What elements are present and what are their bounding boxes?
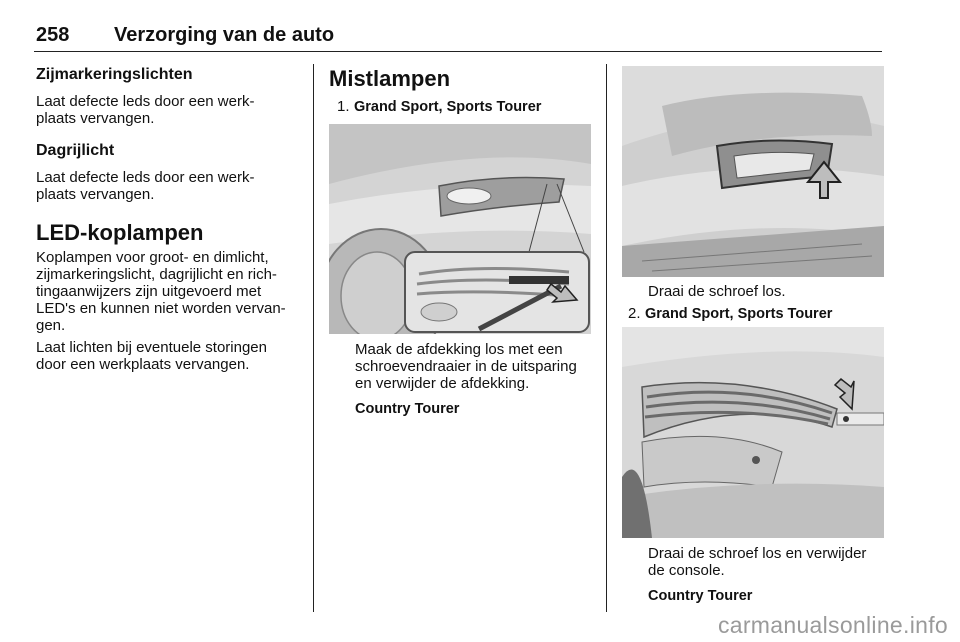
section-heading-fog-lamps: Mistlampen (329, 66, 451, 91)
section-text-led-faults: Laat lichten bij eventuele storingen door een werkplaats vervangen. (36, 339, 267, 373)
subheading-country-tourer: Country Tourer (355, 401, 460, 417)
step-number: 2. (628, 305, 641, 322)
middle-column (329, 66, 599, 116)
figure-country-tourer-screw (622, 66, 884, 277)
page-number: 258 (36, 24, 70, 46)
figure-grand-sport-console (622, 327, 884, 538)
section-text-side-markers: Laat defecte leds door een werk- plaats vervangen. (36, 93, 255, 127)
page-title: Verzorging van de auto (114, 24, 335, 46)
step-label: Grand Sport, Sports Tourer (353, 99, 542, 115)
section-heading-side-markers: Zijmarkeringslichten (36, 66, 193, 83)
column-divider-1 (313, 64, 314, 612)
subheading-country-tourer: Country Tourer (648, 588, 753, 604)
step-2-instruction: Draai de schroef los en verwijder de console. (648, 545, 867, 579)
header-rule (34, 51, 882, 52)
right-text-step1 (648, 283, 888, 300)
middle-text-block (355, 341, 600, 417)
section-heading-daytime-lights: Dagrijlicht (36, 142, 115, 159)
step-1-instruction: Maak de afdekking los met een schroevendraaier in de uitsparing en verwijder de afdekking. (355, 341, 577, 392)
step-label: Grand Sport, Sports Tourer (644, 306, 833, 322)
right-text-block (648, 545, 888, 604)
column-divider-2 (606, 64, 607, 612)
step-number: 1. (337, 98, 350, 115)
watermark: carmanualsonline.info (717, 612, 948, 638)
figure-fog-lamp-cover (329, 124, 591, 334)
section-text-led-headlamps: Koplampen voor groot- en dimlicht, zijmarkeringslicht, dagrijlicht en rich- tingaanwijzers zijn uitgevoerd met LED's en kunnen niet worden vervan- gen. (36, 249, 286, 334)
section-heading-led-headlamps: LED-koplampen (36, 220, 204, 245)
step-1-heading (337, 98, 599, 116)
country-instruction: Draai de schroef los. (648, 283, 786, 300)
step-2-heading (628, 305, 888, 323)
section-text-daytime-lights: Laat defecte leds door een werk- plaats vervangen. (36, 169, 255, 203)
left-column (36, 66, 306, 373)
